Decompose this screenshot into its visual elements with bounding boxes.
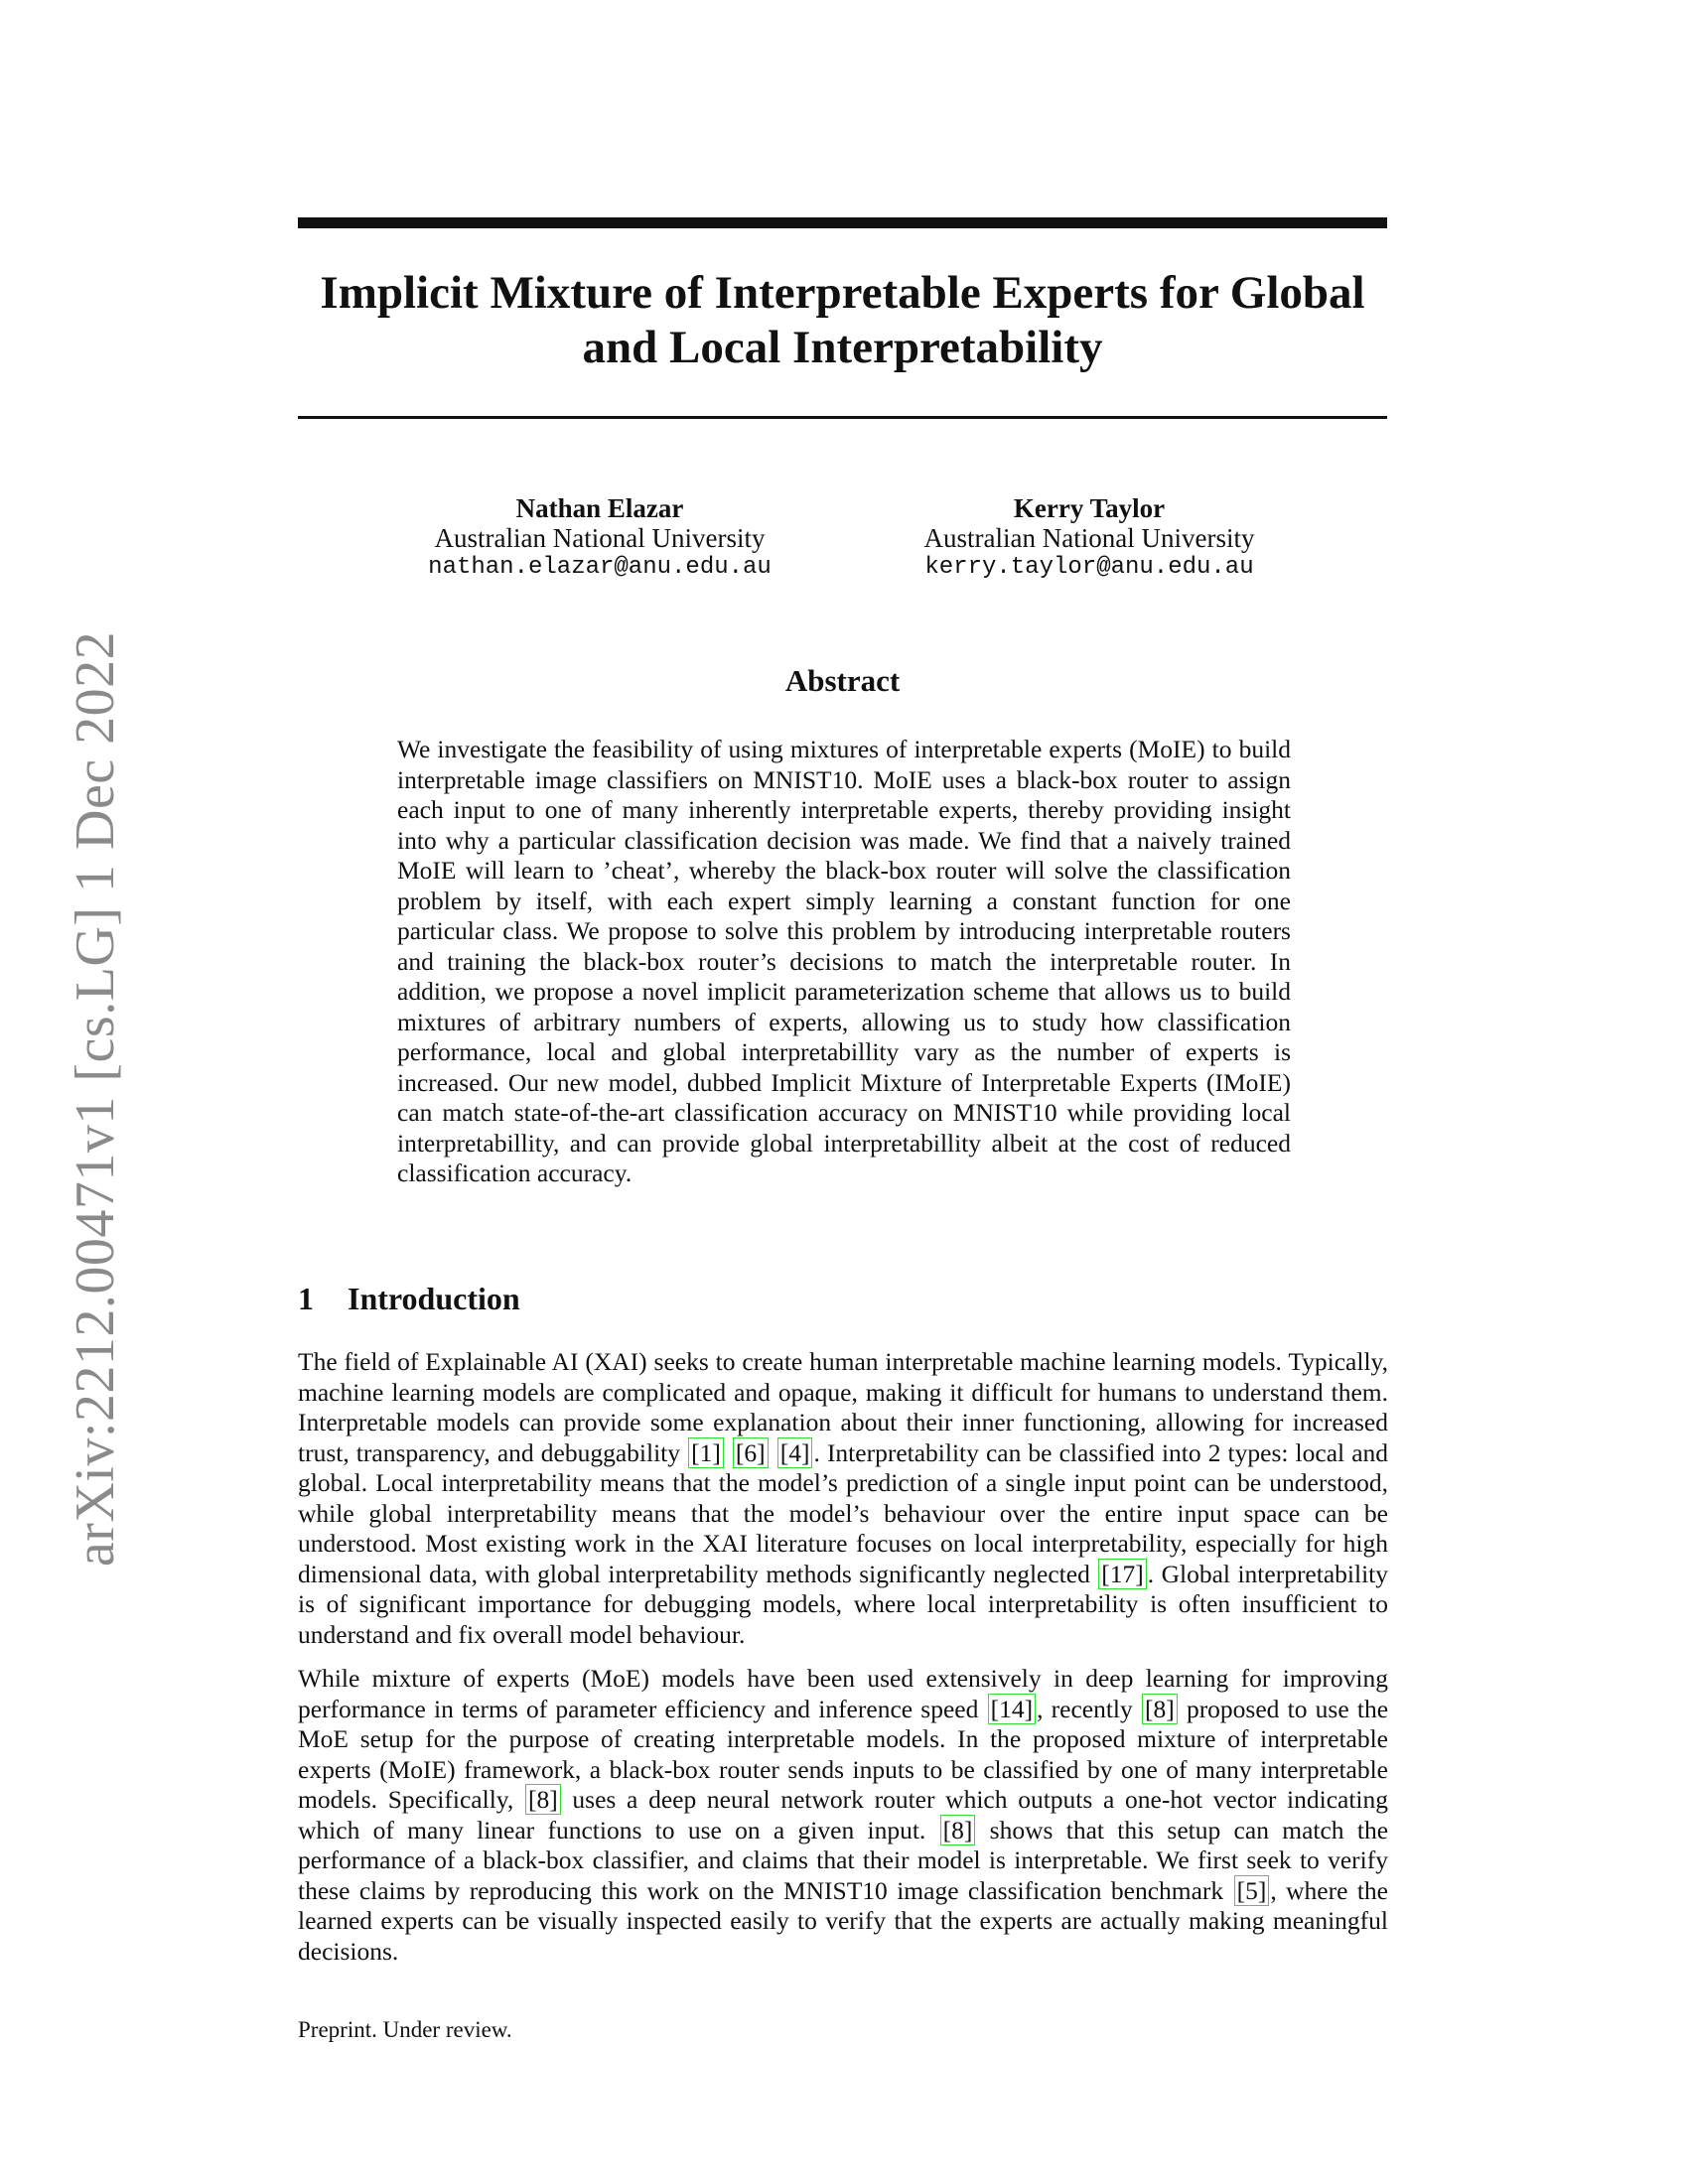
intro-paragraph-1 — [298, 1347, 1388, 1650]
paragraph-text: The field of Explainable AI (XAI) seeks to create human interpretable machine learning models. Typically, machine learning models are complicated and opaque, making it difficult for humans to understand them. Interpretable models can provide some explanation about their inner functioning, allowing for increased trust, transparency, and debuggability — [298, 1347, 1388, 1467]
citation-link[interactable]: [6] — [733, 1437, 769, 1468]
section-number: 1 — [298, 1281, 314, 1316]
arxiv-sidebar-stamp: arXiv:2212.00471v1 [cs.LG] 1 Dec 2022 — [65, 630, 126, 1568]
paragraph-text: shows that this setup can match the performance of a black-box classifier, and claims that their model is interpretable. We first seek to verify these claims by reproducing this work on the MNIST10 image classification benchmark — [298, 1815, 1389, 1905]
section-title: Introduction — [348, 1281, 520, 1316]
abstract-text: We investigate the feasibility of using mixtures of interpretable experts (MoIE) to build interpretable image classifiers on MNIST10. MoIE uses a black-box router to assign each input to one of many inherently interpretable experts, thereby providing insight into why a particular classification decision was made. We find that a naively trained MoIE will learn to ’cheat’, whereby the black-box router will solve the classification problem by itself, with each expert simply learning a constant function for one particular class. We propose to solve this problem by introducing interpretable routers and training the black-box router’s decisions to match the interpretable router. In addition, we propose a novel implicit parameterization scheme that allows us to build mixtures of arbitrary numbers of experts, allowing us to study how classification performance, local and global interpretabillity vary as the number of experts is increased. Our new model, dubbed Implicit Mixture of Interpretable Experts (IMoIE) can match state-of-the-art classification accuracy on MNIST10 while providing local interpretabillity, and can provide global interpretabillity albeit at the cost of reduced classification accuracy. — [397, 735, 1291, 1187]
author-email: kerry.taylor@anu.edu.au — [924, 554, 1254, 581]
author-block — [871, 493, 1308, 583]
paragraph-text: While mixture of experts (MoE) models have been used extensively in deep learning for improving performance in terms of parameter efficiency and inference speed — [298, 1664, 1388, 1723]
author-affiliation: Australian National University — [923, 523, 1255, 553]
citation-link[interactable]: [14] — [988, 1694, 1036, 1724]
section-heading — [298, 1279, 520, 1318]
author-email: nathan.elazar@anu.edu.au — [428, 554, 772, 581]
paragraph-text: uses a deep neural network router which outputs a one-hot vector indicating which of many linear functions to use on a given input. — [298, 1785, 1389, 1844]
author-name: Kerry Taylor — [1013, 493, 1166, 523]
abstract-heading: Abstract — [784, 663, 901, 698]
paper-title: Implicit Mixture of Interpretable Experts for Global and Local Interpretability — [320, 267, 1365, 373]
intro-paragraph-2 — [298, 1664, 1388, 1967]
paragraph-text: proposed to use the MoE setup for the purpose of creating interpretable models. In the proposed mixture of interpretable experts (MoIE) framework, a black-box router sends inputs to be classified by one of many interpretable models. Specifically, — [298, 1694, 1389, 1814]
citation-link[interactable]: [5] — [1234, 1875, 1270, 1906]
citation-link[interactable]: [17] — [1098, 1559, 1146, 1589]
citation-link[interactable]: [8] — [940, 1815, 976, 1845]
author-affiliation: Australian National University — [434, 523, 766, 553]
author-name: Nathan Elazar — [515, 493, 684, 523]
author-block — [381, 493, 818, 583]
paragraph-text: . Global interpretability is of significant importance for debugging models, where local interpretability is often insufficient to understand and fix overall model behaviour. — [298, 1559, 1388, 1649]
paragraph-text: , where the learned experts can be visually inspected easily to verify that the experts are actually making meaningful decisions. — [298, 1875, 1388, 1966]
citation-link[interactable]: [4] — [777, 1437, 813, 1468]
paragraph-text: , recently — [1037, 1694, 1133, 1723]
title-bottom-rule — [298, 416, 1387, 419]
title-top-rule — [298, 217, 1387, 228]
citation-link[interactable]: [1] — [688, 1437, 724, 1468]
citation-link[interactable]: [8] — [525, 1784, 561, 1815]
footer-note: Preprint. Under review. — [298, 2017, 512, 2042]
paragraph-text: . Interpretability can be classified into 2 types: local and global. Local interpretability means that the model’s prediction of a single input point can be understood, while global interpretability means that the model’s behaviour over the entire input space can be understood. Most existing work in the XAI literature focuses on local interpretability, especially for high dimensional data, with global interpretability methods significantly neglected — [298, 1437, 1389, 1588]
citation-link[interactable]: [8] — [1142, 1694, 1178, 1724]
